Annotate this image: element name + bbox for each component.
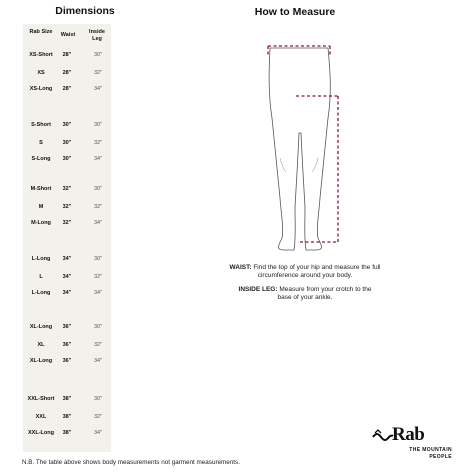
waist-text-2: circumference around your body. <box>257 272 353 279</box>
logo-tagline-1: THE MOUNTAIN <box>409 447 452 453</box>
waist-cell: 36" <box>62 342 72 348</box>
inside-leg-cell: 30" <box>93 256 103 262</box>
size-cell: L <box>39 274 43 280</box>
size-cell: XL-Long <box>29 358 53 364</box>
waist-cell: 32" <box>62 186 72 192</box>
logo-tagline <box>400 447 452 460</box>
inside-leg-cell: 32" <box>93 204 103 210</box>
waist-cell: 34" <box>62 290 72 296</box>
waist-label: WAIST: <box>229 264 252 271</box>
size-cell: S <box>39 140 43 146</box>
size-cell: XL <box>37 342 45 348</box>
inside-leg-cell: 34" <box>93 86 103 92</box>
logo-wordmark: Rab <box>392 424 425 445</box>
waist-header: Waist <box>60 32 76 38</box>
waist-cell: 36" <box>62 358 72 364</box>
size-cell: S-Long <box>31 156 51 162</box>
size-cell: XS-Long <box>29 86 53 92</box>
size-cell: XXL-Short <box>27 396 55 402</box>
inside-leg-cell: 32" <box>93 414 103 420</box>
size-cell: M <box>38 204 44 210</box>
waist-cell: 38" <box>62 430 72 436</box>
how-to-measure-title: How to Measure <box>254 6 336 18</box>
inside-leg-header: Inside Leg <box>89 29 105 42</box>
inside-leg-text-1: Measure from your crotch to the <box>279 286 372 293</box>
waist-instructions <box>200 264 410 280</box>
inside-leg-cell: 30" <box>93 186 103 192</box>
waist-text-1: Find the top of your hip and measure the full <box>253 264 381 271</box>
waist-cell: 28" <box>62 70 72 76</box>
waist-cell: 34" <box>62 256 72 262</box>
waist-cell: 30" <box>62 122 72 128</box>
inside-leg-cell: 32" <box>93 140 103 146</box>
waist-cell: 32" <box>62 220 72 226</box>
size-cell: M-Short <box>30 186 52 192</box>
size-cell: XS-Short <box>29 52 53 58</box>
waist-cell: 32" <box>62 204 72 210</box>
inside-leg-cell: 30" <box>93 52 103 58</box>
size-cell: M-Long <box>31 220 51 226</box>
size-table <box>23 24 111 452</box>
size-cell: L-Long <box>31 256 51 262</box>
waist-cell: 34" <box>62 274 72 280</box>
inside-leg-cell: 30" <box>93 396 103 402</box>
waist-cell: 30" <box>62 156 72 162</box>
inside-leg-cell: 34" <box>93 430 103 436</box>
inside-leg-cell: 30" <box>93 122 103 128</box>
waist-cell: 28" <box>62 52 72 58</box>
size-cell: XXL <box>35 414 47 420</box>
mountain-icon <box>372 429 394 443</box>
inside-leg-label: INSIDE LEG: <box>238 286 278 293</box>
rab-logo <box>372 424 452 467</box>
inside-leg-cell: 34" <box>93 156 103 162</box>
size-cell: S-Short <box>31 122 51 128</box>
size-cell: L-Long <box>31 290 51 296</box>
size-cell: XL-Long <box>29 324 53 330</box>
inside-leg-text-2: base of your ankle. <box>277 294 333 301</box>
inside-leg-cell: 30" <box>93 324 103 330</box>
inside-leg-cell: 32" <box>93 70 103 76</box>
inside-leg-cell: 34" <box>93 290 103 296</box>
inside-leg-cell: 34" <box>93 358 103 364</box>
inside-leg-cell: 32" <box>93 342 103 348</box>
waist-cell: 38" <box>62 414 72 420</box>
waist-cell: 36" <box>62 324 72 330</box>
waist-cell: 38" <box>62 396 72 402</box>
dimensions-title: Dimensions <box>55 5 115 17</box>
legs-figure <box>250 38 350 260</box>
inside-leg-cell: 32" <box>93 274 103 280</box>
size-cell: XXL-Long <box>28 430 54 436</box>
waist-cell: 28" <box>62 86 72 92</box>
logo-tagline-2: PEOPLE <box>429 453 452 460</box>
inside-leg-cell: 34" <box>93 220 103 226</box>
inside-leg-instructions <box>200 286 410 302</box>
size-cell: XS <box>37 70 45 76</box>
footnote: N.B. The table above shows body measurements not garment measurements. <box>22 459 240 466</box>
size-header: Rab Size <box>29 29 53 35</box>
waist-cell: 30" <box>62 140 72 146</box>
